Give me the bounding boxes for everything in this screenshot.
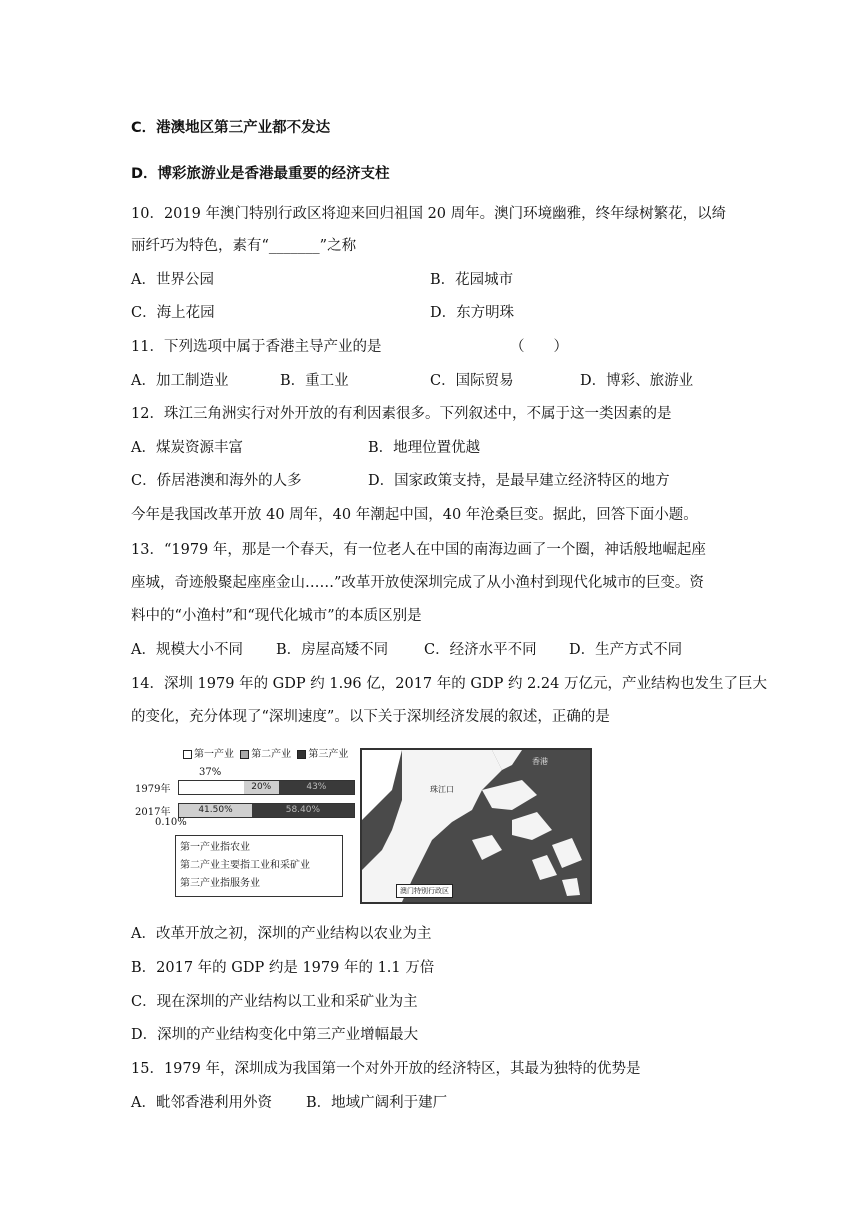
q14-stem-line2: 的变化，充分体现了“深圳速度”。以下关于深圳经济发展的叙述，正确的是 — [131, 709, 610, 725]
note-tertiary: 第三产业指服务业 — [180, 878, 260, 889]
q11-option-c: C．国际贸易 — [430, 373, 514, 389]
q11-option-b: B．重工业 — [280, 373, 349, 389]
q13-option-c: C．经济水平不同 — [424, 642, 537, 658]
category-2017: 2017年 — [135, 807, 171, 818]
section-intro: 今年是我国改革开放 40 周年，40 年潮起中国，40 年沧桑巨变。据此，回答下面小题。 — [131, 507, 698, 523]
bar-segment-1979年-primary — [179, 781, 244, 794]
q11-stem: 11．下列选项中属于香港主导产业的是 — [131, 339, 382, 355]
industry-structure-chart — [135, 745, 350, 905]
q10-option-d: D．东方明珠 — [430, 305, 515, 321]
label-hk: 香港 — [532, 757, 548, 766]
q15-option-b: B．地域广阔利于建厂 — [306, 1095, 448, 1111]
q12-option-d: D．国家政策支持，是最早建立经济特区的地方 — [368, 473, 670, 489]
bar-1979 — [178, 780, 355, 795]
legend-secondary: 第二产业 — [251, 749, 292, 760]
q10-option-c: C．海上花园 — [131, 305, 215, 321]
q12-option-c: C．侨居港澳和海外的人多 — [131, 473, 302, 489]
q10-option-a: A．世界公园 — [131, 272, 214, 288]
q12-stem: 12．珠江三角洲实行对外开放的有利因素很多。下列叙述中，不属于这一类因素的是 — [131, 406, 672, 422]
legend-swatch-secondary — [240, 750, 249, 759]
legend-tertiary: 第三产业 — [308, 749, 349, 760]
bar-segment-1979年-secondary: 20% — [244, 781, 279, 794]
bar-2017 — [178, 803, 355, 818]
q14-option-d: D．深圳的产业结构变化中第三产业增幅最大 — [131, 1027, 419, 1043]
q11-answer-paren: （ ） — [510, 339, 568, 355]
q15-stem: 15．1979 年，深圳成为我国第一个对外开放的经济特区，其最为独特的优势是 — [131, 1061, 641, 1077]
q14-stem-line1: 14．深圳 1979 年的 GDP 约 1.96 亿，2017 年的 GDP 约 2.24 万亿元，产业结构也发生了巨大 — [131, 676, 767, 692]
q10-stem-line2: 丽纤巧为特色，素有“_______”之称 — [131, 238, 357, 254]
q15-option-a: A．毗邻香港利用外资 — [131, 1095, 272, 1111]
q14-option-a: A．改革开放之初，深圳的产业结构以农业为主 — [131, 926, 432, 942]
bar-segment-2017年-tertiary: 58.40% — [252, 804, 354, 817]
q9-option-c: C．港澳地区第三产业都不发达 — [131, 120, 331, 136]
chart-notes — [175, 835, 343, 897]
bar-segment-2017年-secondary: 41.50% — [179, 804, 252, 817]
q13-stem-line2: 座城，奇迹般聚起座座金山……”改革开放使深圳完成了从小渔村到现代化城市的巨变。资 — [131, 575, 704, 591]
q14-option-c: C．现在深圳的产业结构以工业和采矿业为主 — [131, 994, 418, 1010]
map-graphic — [362, 750, 590, 902]
q13-stem-line3: 料中的“小渔村”和“现代化城市”的本质区别是 — [131, 608, 422, 624]
q11-option-d: D．博彩、旅游业 — [580, 373, 694, 389]
q9-option-d: D．博彩旅游业是香港最重要的经济支柱 — [131, 166, 390, 182]
chart-legend — [183, 745, 348, 760]
q11-option-a: A．加工制造业 — [131, 373, 229, 389]
label-zhujiangkou: 珠江口 — [430, 785, 454, 794]
q12-option-a: A．煤炭资源丰富 — [131, 440, 243, 456]
note-secondary: 第二产业主要指工业和采矿业 — [180, 860, 310, 871]
q13-option-d: D．生产方式不同 — [569, 642, 683, 658]
legend-primary: 第一产业 — [194, 749, 234, 760]
q13-option-a: A．规模大小不同 — [131, 642, 243, 658]
legend-swatch-tertiary — [297, 750, 306, 759]
category-1979: 1979年 — [135, 784, 171, 795]
q13-stem-line1: 13．“1979 年，那是一个春天，有一位老人在中国的南海边画了一个圈，神话般地崛起座 — [131, 542, 706, 558]
q14-option-b: B．2017 年的 GDP 约是 1979 年的 1.1 万倍 — [131, 960, 435, 976]
q12-option-b: B．地理位置优越 — [368, 440, 481, 456]
bar-segment-1979年-tertiary: 43% — [279, 781, 354, 794]
q13-option-b: B．房屋高矮不同 — [276, 642, 389, 658]
pearl-river-delta-map — [360, 748, 592, 904]
label-2017-primary: 0.10% — [155, 817, 187, 828]
label-1979-primary: 37% — [199, 767, 222, 778]
q10-stem-line1: 10．2019 年澳门特别行政区将迎来回归祖国 20 周年。澳门环境幽雅，终年绿树繁花，以绮 — [131, 206, 727, 222]
q10-option-b: B．花园城市 — [430, 272, 514, 288]
map-caption: 澳门特别行政区 — [396, 884, 453, 898]
note-primary: 第一产业指农业 — [180, 842, 250, 853]
legend-swatch-primary — [183, 750, 192, 759]
